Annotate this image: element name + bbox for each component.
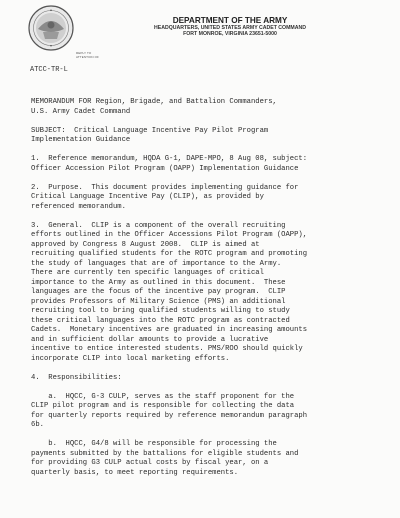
paragraph-1: 1. Reference memorandum, HQDA G-1, DAPE-MPO, 8 Aug 08, subject: Officer Accession Pilot Program (OAPP) Implementation Guidance: [31, 155, 308, 173]
paragraph-4b: b. HQCC, G4/8 will be responsible for processing the payments submitted by the battalions for eligible students and for providing G3 CULP actual costs by fiscal year, on a quarterly basis, to meet reporting requirements.: [31, 440, 299, 477]
paragraph-4-heading: 4. Responsibilities:: [31, 373, 122, 382]
letterhead-department: DEPARTMENT OF THE ARMY: [172, 16, 288, 25]
department-seal-icon: [28, 5, 74, 51]
memo-for: MEMORANDUM FOR Region, Brigade, and Battalion Commanders, U.S. Army Cadet Command: [31, 98, 277, 116]
letterhead-headquarters: HEADQUARTERS, UNITED STATES ARMY CADET COMMAND: [154, 25, 306, 31]
memo-body: [31, 98, 391, 488]
letterhead: [110, 16, 350, 37]
office-symbol: ATCC-TR-L: [30, 66, 68, 74]
letterhead-address: FORT MONROE, VIRGINIA 23651-5000: [183, 31, 277, 38]
memo-subject: SUBJECT: Critical Language Incentive Pay Pilot Program Implementation Guidance: [31, 126, 269, 144]
reply-to-label: REPLY TO ATTENTION OF: [76, 51, 99, 59]
paragraph-4a: a. HQCC, G-3 CULP, serves as the staff proponent for the CLIP pilot program and is responsible for collecting the data for quarterly reports required by reference memorandum paragraph 6b.: [31, 392, 308, 429]
paragraph-3: 3. General. CLIP is a component of the overall recruiting efforts outlined in the Officer Accessions Pilot Program (OAPP), approved by Congress 8 August 2008. CLIP is aimed at recruiting qualified students for the ROTC program and promoting the study of languages that are of importance to the Army. There are currently ten specific languages of critical importance to the Army as outlined in this document. These languages are the focus of the incentive pay program. CLIP provides Professors of Military Science (PMS) an additional recruiting tool to bring qualified students willing to study these critical languages into the ROTC program as contracted Cadets. Monetary incentives are graduated in increasing amounts and in sufficient dollar amounts to provide a lucrative incentive to entice interested students. PMS/ROO should quickly incorporate CLIP into local marketing efforts.: [31, 221, 308, 363]
paragraph-2: 2. Purpose. This document provides implementing guidance for Critical Language Incentive Pay (CLIP), as provided by referenced memorandum.: [31, 183, 299, 211]
